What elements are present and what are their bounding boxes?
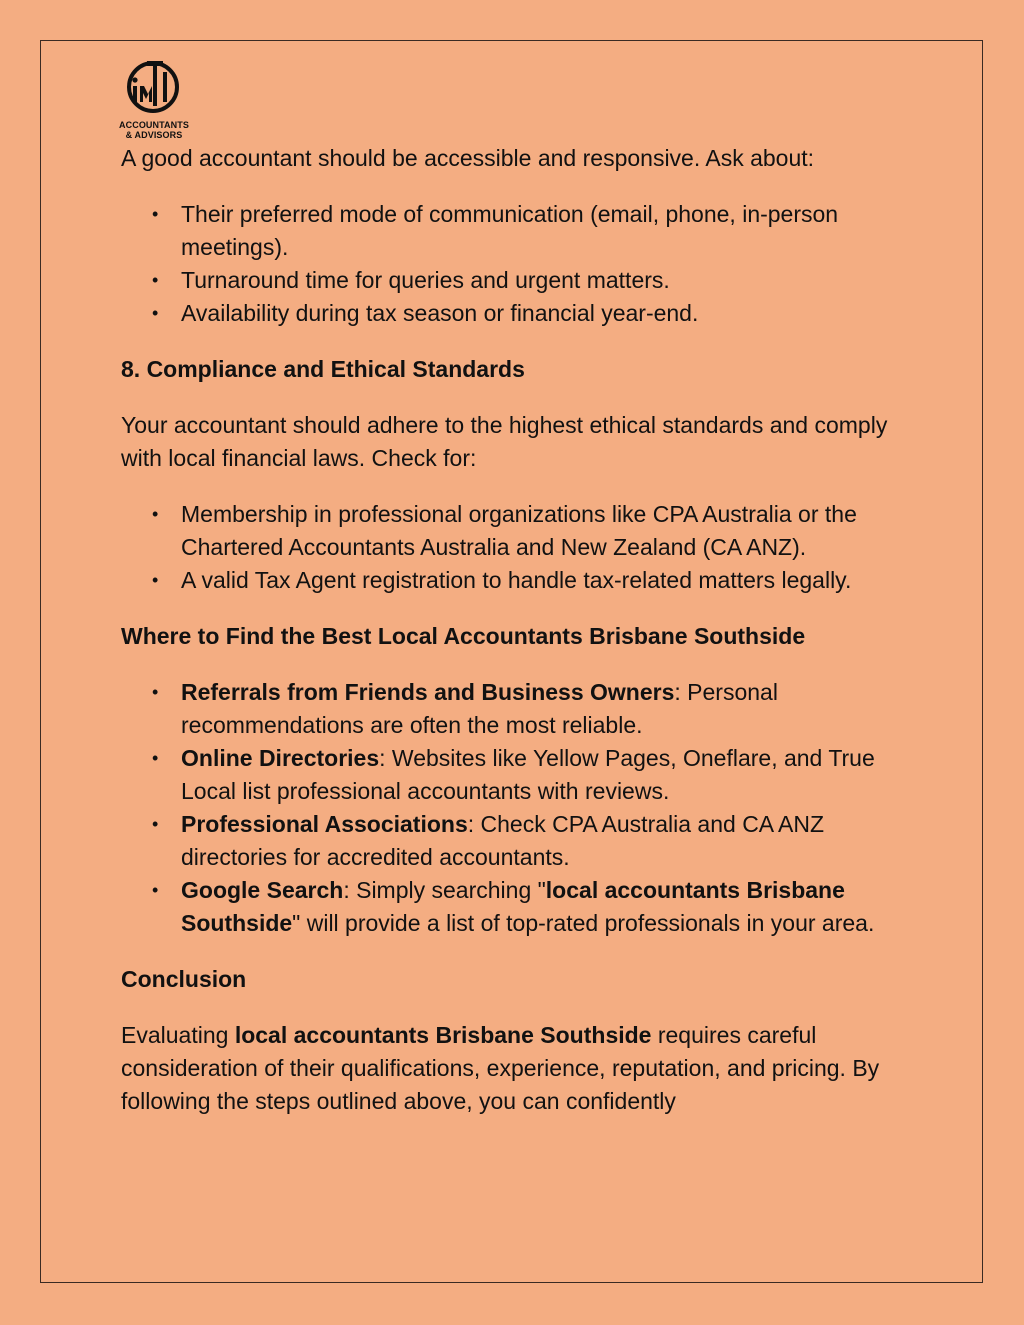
item-text: " will provide a list of top-rated professionals in your area.: [292, 910, 875, 936]
intro-paragraph: A good accountant should be accessible and responsive. Ask about:: [121, 145, 815, 171]
section-heading-compliance: 8. Compliance and Ethical Standards: [121, 356, 525, 382]
conclusion-text: requires careful consideration of their qualifications, experience, reputation, and pricing. By following the steps outlined above, you can confidently: [121, 1022, 880, 1114]
list-item: • A valid Tax Agent registration to handle tax-related matters legally.: [121, 564, 911, 597]
item-text: : Simply searching ": [343, 877, 546, 903]
list-item: [121, 874, 911, 940]
item-text: : Check CPA Australia and CA ANZ directories for accredited accountants.: [181, 811, 824, 870]
list-item: • Availability during tax season or financial year-end.: [121, 297, 911, 330]
list-item: • Membership in professional organizations like CPA Australia or the Chartered Accountants Australia and New Zealand (CA ANZ).: [121, 498, 911, 564]
item-label: Professional Associations: [181, 811, 468, 837]
section-heading-conclusion: Conclusion: [121, 966, 247, 992]
item-label: Referrals from Friends and Business Owners: [181, 679, 675, 705]
list-item: • Turnaround time for queries and urgent matters.: [121, 264, 911, 297]
item-text: : Websites like Yellow Pages, Oneflare, and True Local list professional accountants with reviews.: [181, 745, 875, 804]
imt-logo-icon: [119, 58, 189, 118]
compliance-paragraph: Your accountant should adhere to the highest ethical standards and comply with local financial laws. Check for:: [121, 412, 888, 471]
logo-line-1: ACCOUNTANTS: [119, 120, 189, 130]
section-heading-where-to-find: Where to Find the Best Local Accountants Brisbane Southside: [121, 623, 806, 649]
where-list: [121, 676, 911, 940]
logo-line-2: & ADVISORS: [125, 130, 183, 140]
list-item: [121, 676, 911, 742]
compliance-list: [121, 498, 911, 597]
conclusion-term: local accountants Brisbane Southside: [234, 1022, 652, 1048]
search-term: local accountants Brisbane Southside: [181, 877, 845, 936]
logo-text: [119, 120, 189, 140]
accessibility-list: [121, 198, 911, 330]
company-logo: [119, 58, 189, 144]
conclusion-paragraph: [121, 1019, 911, 1118]
conclusion-text: Evaluating: [121, 1022, 235, 1048]
item-text: : Personal recommendations are often the most reliable.: [181, 679, 778, 738]
list-item: [121, 742, 911, 808]
document-content: [121, 142, 911, 1118]
item-label: Google Search: [181, 877, 344, 903]
item-label: Online Directories: [181, 745, 380, 771]
list-item: [121, 808, 911, 874]
list-item: • Their preferred mode of communication (email, phone, in-person meetings).: [121, 198, 911, 264]
